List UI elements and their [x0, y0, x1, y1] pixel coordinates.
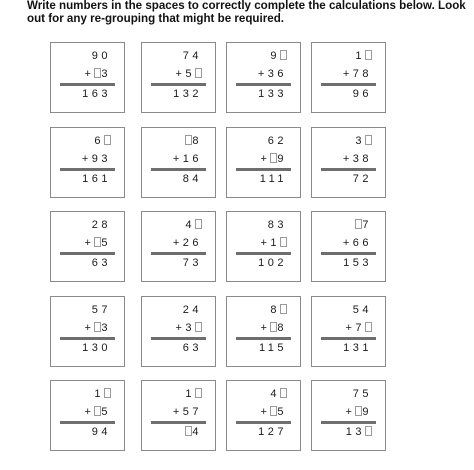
answer-blank[interactable] — [365, 135, 372, 145]
problem-card — [311, 380, 386, 451]
sum-bar — [321, 168, 376, 171]
sum-bar — [321, 337, 376, 340]
problem-card — [50, 42, 125, 113]
addend-top: 4 — [185, 219, 202, 231]
addend-bottom: +16 — [172, 153, 202, 165]
answer-blank[interactable] — [365, 322, 372, 332]
sum-result: 115 — [258, 342, 287, 354]
sum-bar — [151, 168, 206, 171]
sum-result: 13 — [346, 426, 372, 438]
problem-card — [311, 296, 386, 367]
addend-top: 6 — [94, 135, 111, 147]
addend-top: 8 — [185, 135, 202, 147]
addend-bottom: + 8 — [260, 322, 287, 334]
sum-bar — [60, 83, 115, 86]
sum-bar — [321, 252, 376, 255]
answer-blank[interactable] — [104, 388, 111, 398]
addend-top: 1 — [355, 50, 372, 62]
answer-blank[interactable] — [185, 426, 192, 436]
sum-bar — [60, 252, 115, 255]
answer-blank[interactable] — [270, 153, 277, 163]
problem-card — [226, 211, 301, 282]
answer-blank[interactable] — [94, 322, 101, 332]
addend-bottom: +36 — [257, 68, 287, 80]
addend-top: 3 — [355, 135, 372, 147]
sum-bar — [236, 337, 291, 340]
addend-top: 28 — [91, 219, 111, 231]
addend-top: 1 — [185, 388, 202, 400]
sum-bar — [60, 337, 115, 340]
instructions-text: Write numbers in the spaces to correctly complete the calculations below. Look out for any re-grouping that might be required. — [27, 0, 466, 25]
answer-blank[interactable] — [195, 322, 202, 332]
addend-top: 74 — [182, 50, 202, 62]
sum-bar — [151, 337, 206, 340]
addend-bottom: +57 — [172, 406, 202, 418]
answer-blank[interactable] — [195, 68, 202, 78]
sum-bar — [151, 252, 206, 255]
addend-bottom: + 5 — [84, 406, 111, 418]
problem-card — [141, 127, 216, 198]
sum-result: 161 — [82, 173, 111, 185]
sum-result: 63 — [182, 342, 202, 354]
addend-bottom: + 3 — [84, 322, 111, 334]
problem-card — [141, 211, 216, 282]
problem-card — [226, 127, 301, 198]
sum-result: 73 — [182, 257, 202, 269]
addend-bottom: +78 — [342, 68, 372, 80]
answer-blank[interactable] — [195, 388, 202, 398]
addend-bottom: + 9 — [260, 153, 287, 165]
problem-card — [311, 211, 386, 282]
sum-result: 153 — [343, 257, 372, 269]
addend-top: 83 — [267, 219, 287, 231]
addend-bottom: + 9 — [345, 406, 372, 418]
answer-blank[interactable] — [94, 406, 101, 416]
answer-blank[interactable] — [355, 406, 362, 416]
answer-blank[interactable] — [365, 426, 372, 436]
problem-card — [141, 380, 216, 451]
addend-top: 4 — [270, 388, 287, 400]
answer-blank[interactable] — [365, 50, 372, 60]
sum-bar — [236, 252, 291, 255]
answer-blank[interactable] — [355, 219, 362, 229]
addend-bottom: + 5 — [84, 237, 111, 249]
addend-bottom: +93 — [81, 153, 111, 165]
problem-card — [141, 296, 216, 367]
sum-result: 94 — [91, 426, 111, 438]
addend-top: 8 — [270, 304, 287, 316]
sum-bar — [236, 168, 291, 171]
answer-blank[interactable] — [280, 304, 287, 314]
addend-bottom: +1 — [260, 237, 287, 249]
sum-result: 163 — [82, 88, 111, 100]
problem-card — [141, 42, 216, 113]
sum-bar — [60, 421, 115, 424]
addend-bottom: + 5 — [260, 406, 287, 418]
sum-result: 4 — [185, 426, 202, 438]
sum-result: 133 — [258, 88, 287, 100]
addend-bottom: +38 — [342, 153, 372, 165]
problem-card — [226, 42, 301, 113]
answer-blank[interactable] — [195, 219, 202, 229]
addend-top: 24 — [182, 304, 202, 316]
problem-card — [226, 296, 301, 367]
sum-result: 132 — [173, 88, 202, 100]
addend-top: 75 — [352, 388, 372, 400]
sum-result: 96 — [352, 88, 372, 100]
answer-blank[interactable] — [270, 406, 277, 416]
addend-top: 90 — [91, 50, 111, 62]
answer-blank[interactable] — [280, 50, 287, 60]
addend-bottom: +66 — [342, 237, 372, 249]
sum-result: 72 — [352, 173, 372, 185]
problem-card — [50, 127, 125, 198]
problem-card — [311, 42, 386, 113]
answer-blank[interactable] — [104, 135, 111, 145]
addend-top: 1 — [94, 388, 111, 400]
sum-result: 102 — [258, 257, 287, 269]
sum-bar — [151, 83, 206, 86]
sum-result: 131 — [343, 342, 372, 354]
addend-top: 62 — [267, 135, 287, 147]
answer-blank[interactable] — [94, 237, 101, 247]
sum-result: 111 — [259, 173, 287, 185]
addend-top: 57 — [91, 304, 111, 316]
addend-top: 7 — [355, 219, 372, 231]
answer-blank[interactable] — [270, 322, 277, 332]
sum-result: 130 — [82, 342, 111, 354]
answer-blank[interactable] — [280, 237, 287, 247]
addend-top: 9 — [270, 50, 287, 62]
answer-blank[interactable] — [185, 135, 192, 145]
problem-card — [226, 380, 301, 451]
sum-bar — [321, 421, 376, 424]
addend-bottom: +5 — [175, 68, 202, 80]
sum-result: 63 — [91, 257, 111, 269]
answer-blank[interactable] — [280, 388, 287, 398]
addend-bottom: +26 — [172, 237, 202, 249]
addend-bottom: + 3 — [84, 68, 111, 80]
problem-card — [50, 296, 125, 367]
addend-bottom: +3 — [175, 322, 202, 334]
problem-card — [50, 380, 125, 451]
sum-result: 127 — [258, 426, 287, 438]
sum-bar — [236, 83, 291, 86]
sum-result: 84 — [182, 173, 202, 185]
addend-top: 54 — [352, 304, 372, 316]
addend-bottom: +7 — [345, 322, 372, 334]
sum-bar — [236, 421, 291, 424]
answer-blank[interactable] — [94, 68, 101, 78]
problem-card — [311, 127, 386, 198]
sum-bar — [151, 421, 206, 424]
sum-bar — [60, 168, 115, 171]
sum-bar — [321, 83, 376, 86]
problem-card — [50, 211, 125, 282]
